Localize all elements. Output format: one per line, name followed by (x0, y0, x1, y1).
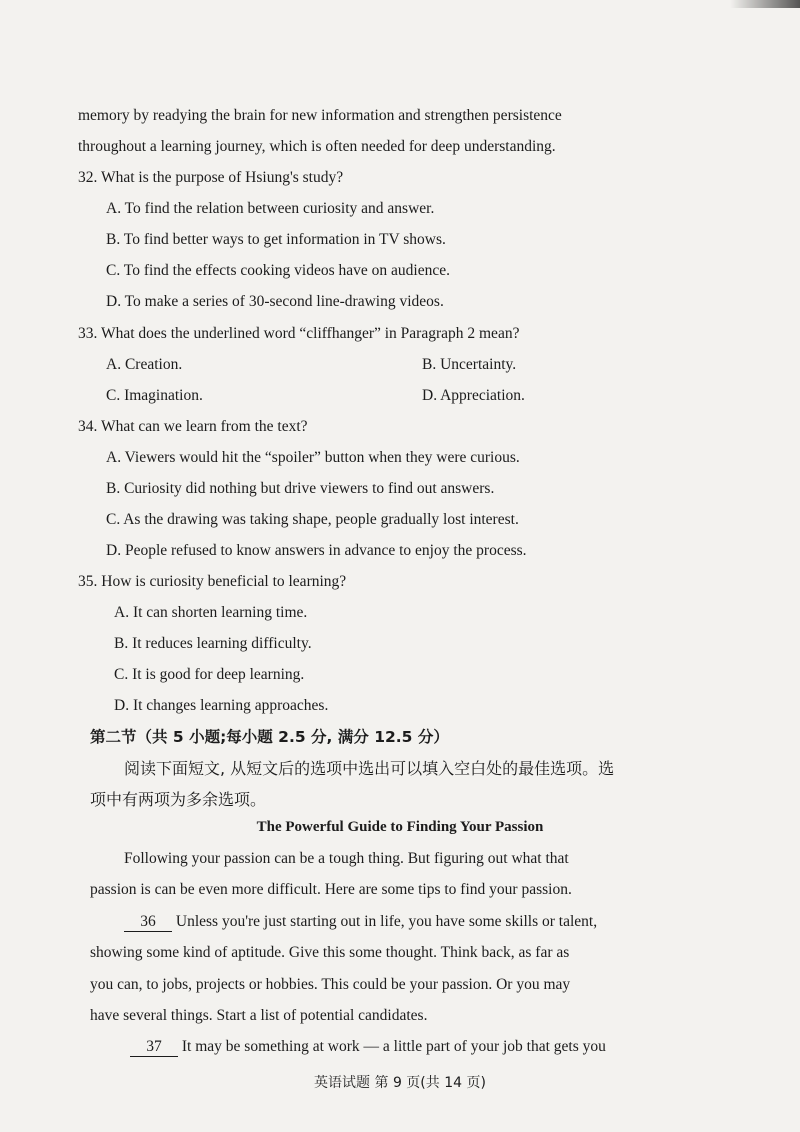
scan-edge-mark (730, 0, 800, 8)
passage-line-1: memory by readying the brain for new information and strengthen persistence (78, 107, 562, 124)
page-footer: 英语试题 第 9 页(共 14 页) (314, 1075, 486, 1091)
question-33-option-d: D. Appreciation. (422, 387, 525, 404)
intro-line-1: Following your passion can be a tough thing. But figuring out what that (124, 850, 569, 867)
question-32-option-a: A. To find the relation between curiosity and answer. (106, 200, 435, 217)
section-2-instruction-1: 阅读下面短文, 从短文后的选项中选出可以填入空白处的最佳选项。选 (124, 759, 615, 778)
passage-line-2: throughout a learning journey, which is often needed for deep understanding. (78, 138, 556, 155)
question-35-option-c: C. It is good for deep learning. (114, 666, 305, 683)
question-33-option-c: C. Imagination. (106, 387, 203, 404)
section-2-header: 第二节（共 5 小题;每小题 2.5 分, 满分 12.5 分） (90, 728, 449, 746)
section-2-instruction-2: 项中有两项为多余选项。 (90, 790, 267, 809)
passage-title: The Powerful Guide to Finding Your Passion (256, 819, 544, 835)
question-32-option-d: D. To make a series of 30-second line-drawing videos. (106, 293, 444, 310)
question-34-option-d: D. People refused to know answers in advance to enjoy the process. (106, 542, 527, 559)
question-35-stem: 35. How is curiosity beneficial to learning? (78, 573, 347, 590)
question-34-option-c: C. As the drawing was taking shape, people gradually lost interest. (106, 511, 519, 528)
blank-36[interactable]: 36 (124, 913, 172, 932)
question-32-stem: 32. What is the purpose of Hsiung's study? (78, 169, 344, 186)
paragraph-36-line-1 (124, 912, 597, 932)
question-32-option-c: C. To find the effects cooking videos have on audience. (106, 262, 450, 279)
paragraph-37-text: It may be something at work — a little part of your job that gets you (181, 1038, 606, 1055)
paragraph-36-line-2: showing some kind of aptitude. Give this some thought. Think back, as far as (90, 944, 570, 961)
question-33-stem: 33. What does the underlined word “cliffhanger” in Paragraph 2 mean? (78, 325, 520, 342)
paragraph-36-line-3: you can, to jobs, projects or hobbies. This could be your passion. Or you may (90, 976, 571, 993)
blank-37[interactable]: 37 (130, 1038, 178, 1057)
question-32-option-b: B. To find better ways to get information in TV shows. (106, 231, 446, 248)
question-34-option-a: A. Viewers would hit the “spoiler” button when they were curious. (106, 449, 520, 466)
intro-line-2: passion is can be even more difficult. Here are some tips to find your passion. (90, 881, 572, 898)
question-35-option-a: A. It can shorten learning time. (114, 604, 308, 621)
paragraph-36-text: Unless you're just starting out in life, you have some skills or talent, (175, 913, 598, 930)
paragraph-37-line-1 (130, 1037, 606, 1057)
question-35-option-d: D. It changes learning approaches. (114, 697, 329, 714)
question-34-stem: 34. What can we learn from the text? (78, 418, 308, 435)
paragraph-36-line-4: have several things. Start a list of potential candidates. (90, 1007, 428, 1024)
question-33-option-b: B. Uncertainty. (422, 356, 517, 373)
question-34-option-b: B. Curiosity did nothing but drive viewers to find out answers. (106, 480, 495, 497)
question-35-option-b: B. It reduces learning difficulty. (114, 635, 312, 652)
question-33-option-a: A. Creation. (106, 356, 183, 373)
